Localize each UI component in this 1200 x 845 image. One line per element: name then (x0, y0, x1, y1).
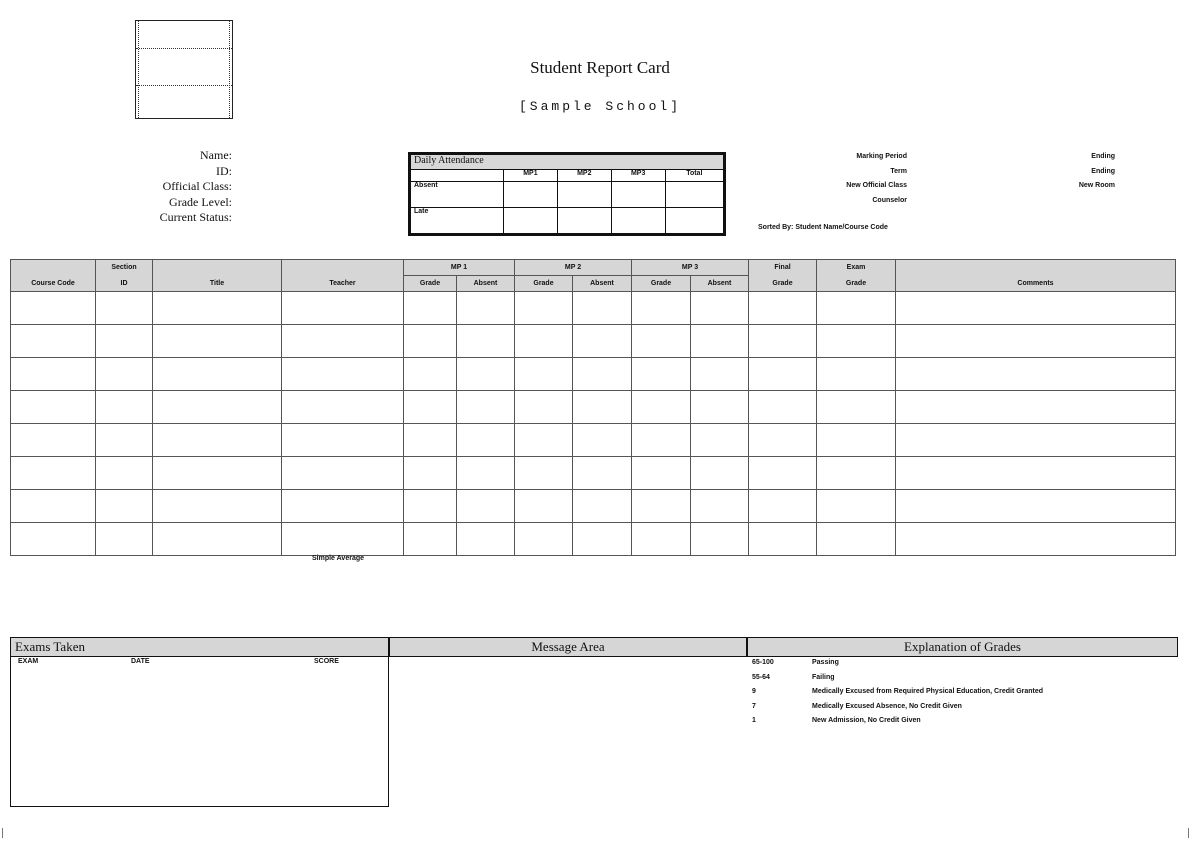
explanation-of-grades-header: Explanation of Grades (747, 637, 1178, 657)
col-section-id: ID (96, 276, 153, 292)
table-cell (749, 391, 817, 424)
name-label: Name: (200, 148, 232, 162)
table-cell (632, 292, 691, 325)
marking-labels (760, 150, 907, 208)
table-cell (96, 523, 153, 556)
photo-placeholder (135, 20, 233, 119)
col-mp3-absent: Absent (691, 276, 749, 292)
table-cell (11, 325, 96, 358)
table-cell (817, 424, 896, 457)
table-cell (896, 424, 1176, 457)
table-cell (896, 523, 1176, 556)
message-area-header: Message Area (389, 637, 747, 657)
table-cell (632, 457, 691, 490)
table-cell (691, 457, 749, 490)
table-cell (573, 391, 632, 424)
table-row (11, 490, 1176, 523)
table-cell (749, 490, 817, 523)
table-cell (96, 424, 153, 457)
col-mp2-absent: Absent (573, 276, 632, 292)
new-official-class-label: New Official Class (846, 182, 907, 189)
mp3-header: MP 3 (632, 260, 749, 276)
report-title: Student Report Card (530, 58, 670, 77)
marking-period-label: Marking Period (856, 153, 907, 160)
table-cell (632, 391, 691, 424)
table-cell (691, 358, 749, 391)
table-cell (573, 523, 632, 556)
exams-taken-header: Exams Taken (10, 637, 389, 657)
simple-average-label: Simple Average (312, 555, 365, 562)
attendance-col: MP2 (557, 170, 611, 182)
table-cell (457, 490, 515, 523)
explanation-row: 1 New Admission, No Credit Given (752, 717, 921, 725)
table-cell (632, 523, 691, 556)
table-cell (282, 523, 404, 556)
attendance-row-label: Absent (411, 182, 504, 208)
photo-divider (136, 48, 232, 49)
table-cell (691, 292, 749, 325)
table-cell (573, 490, 632, 523)
table-row (11, 523, 1176, 556)
new-room-label: New Room (1078, 182, 1115, 189)
table-cell (404, 391, 457, 424)
counselor-label: Counselor (872, 196, 907, 204)
attendance-box (408, 152, 726, 236)
table-cell (632, 424, 691, 457)
table-cell (691, 523, 749, 556)
col-mp1-grade: Grade (404, 276, 457, 292)
table-cell (632, 325, 691, 358)
attendance-col: Total (665, 170, 723, 182)
table-cell (96, 292, 153, 325)
table-cell (153, 424, 282, 457)
table-cell (404, 325, 457, 358)
explanation-row: 55-64 Failing (752, 673, 835, 681)
table-cell (404, 292, 457, 325)
table-cell (691, 490, 749, 523)
table-row (11, 424, 1176, 457)
date-column: DATE (131, 658, 150, 665)
explanation-row: 7 Medically Excused Absence, No Credit Given (752, 702, 962, 710)
table-cell (749, 457, 817, 490)
table-cell (817, 325, 896, 358)
table-cell (404, 523, 457, 556)
table-cell (749, 325, 817, 358)
grades-table (10, 259, 1176, 556)
table-cell (457, 457, 515, 490)
table-cell (457, 325, 515, 358)
col-exam-grade: Grade (817, 276, 896, 292)
table-cell (573, 358, 632, 391)
table-cell (282, 490, 404, 523)
explanation-row: 9 Medically Excused from Required Physical Education, Credit Granted (752, 688, 1044, 696)
table-cell (153, 325, 282, 358)
table-cell (96, 391, 153, 424)
table-cell (749, 358, 817, 391)
table-cell (896, 391, 1176, 424)
attendance-col: MP3 (611, 170, 665, 182)
score-column: SCORE (314, 658, 339, 665)
final-header: Final (749, 260, 817, 276)
table-cell (11, 424, 96, 457)
table-cell (573, 292, 632, 325)
table-cell (573, 457, 632, 490)
table-cell (404, 490, 457, 523)
table-cell (691, 325, 749, 358)
photo-side-dotted (138, 21, 139, 118)
explanation-row: 65-100 Passing (752, 659, 839, 666)
col-mp3-grade: Grade (632, 276, 691, 292)
table-cell (817, 358, 896, 391)
table-cell (515, 490, 573, 523)
table-cell (896, 490, 1176, 523)
attendance-title: Daily Attendance (411, 155, 724, 170)
grade-level-label: Grade Level: (169, 194, 232, 209)
table-cell (153, 457, 282, 490)
table-cell (457, 358, 515, 391)
table-cell (573, 325, 632, 358)
attendance-col: MP1 (504, 170, 558, 182)
page-corner-mark (2, 828, 13, 838)
table-cell (96, 325, 153, 358)
table-cell (96, 457, 153, 490)
table-cell (282, 292, 404, 325)
table-cell (896, 325, 1176, 358)
col-teacher: Teacher (282, 276, 404, 292)
table-cell (404, 358, 457, 391)
table-cell (515, 457, 573, 490)
photo-divider (136, 85, 232, 86)
id-label: ID: (216, 163, 232, 178)
table-cell (457, 523, 515, 556)
school-name: [Sample School] (518, 99, 682, 114)
table-cell (11, 490, 96, 523)
table-cell (153, 490, 282, 523)
table-cell (749, 523, 817, 556)
table-cell (153, 391, 282, 424)
table-cell (691, 391, 749, 424)
col-course-code: Course Code (11, 276, 96, 292)
table-cell (817, 490, 896, 523)
table-cell (817, 523, 896, 556)
table-row (11, 358, 1176, 391)
table-cell (749, 424, 817, 457)
table-cell (282, 457, 404, 490)
table-cell (282, 358, 404, 391)
ending-label: Ending (1091, 167, 1115, 175)
table-cell (11, 391, 96, 424)
table-row (11, 325, 1176, 358)
table-cell (515, 358, 573, 391)
table-cell (632, 490, 691, 523)
table-cell (11, 292, 96, 325)
table-cell (11, 523, 96, 556)
table-cell (404, 457, 457, 490)
col-comments: Comments (896, 276, 1176, 292)
student-info-labels (100, 148, 232, 226)
col-title: Title (153, 276, 282, 292)
col-mp2-grade: Grade (515, 276, 573, 292)
table-cell (515, 523, 573, 556)
table-cell (457, 424, 515, 457)
table-cell (96, 358, 153, 391)
table-cell (404, 424, 457, 457)
table-row (11, 457, 1176, 490)
table-cell (515, 424, 573, 457)
table-row (11, 292, 1176, 325)
table-cell (817, 391, 896, 424)
ending-label: Ending (1091, 153, 1115, 160)
explanation-list (752, 659, 1172, 732)
table-cell (515, 325, 573, 358)
current-status-label: Current Status: (159, 210, 232, 224)
photo-side-dotted (229, 21, 230, 118)
attendance-row-label: Late (411, 208, 504, 234)
table-cell (282, 325, 404, 358)
table-cell (515, 391, 573, 424)
table-cell (691, 424, 749, 457)
section-header: Section (96, 260, 153, 276)
table-cell (749, 292, 817, 325)
table-cell (817, 292, 896, 325)
table-cell (457, 391, 515, 424)
table-cell (457, 292, 515, 325)
table-cell (282, 424, 404, 457)
table-cell (282, 391, 404, 424)
table-cell (896, 292, 1176, 325)
exam-column: EXAM (18, 658, 39, 665)
table-cell (11, 457, 96, 490)
table-cell (896, 457, 1176, 490)
table-cell (153, 523, 282, 556)
mp1-header: MP 1 (404, 260, 515, 276)
ending-labels (1030, 150, 1115, 194)
table-cell (896, 358, 1176, 391)
exam-header: Exam (817, 260, 896, 276)
table-cell (153, 358, 282, 391)
sorted-by: Sorted By: Student Name/Course Code (758, 224, 888, 231)
mp2-header: MP 2 (515, 260, 632, 276)
page-corner-mark (1188, 828, 1199, 838)
table-cell (153, 292, 282, 325)
table-row (11, 391, 1176, 424)
col-final-grade: Grade (749, 276, 817, 292)
table-cell (11, 358, 96, 391)
official-class-label: Official Class: (162, 179, 232, 193)
table-cell (515, 292, 573, 325)
table-cell (817, 457, 896, 490)
table-cell (96, 490, 153, 523)
table-cell (573, 424, 632, 457)
table-cell (632, 358, 691, 391)
col-mp1-absent: Absent (457, 276, 515, 292)
term-label: Term (890, 167, 907, 175)
